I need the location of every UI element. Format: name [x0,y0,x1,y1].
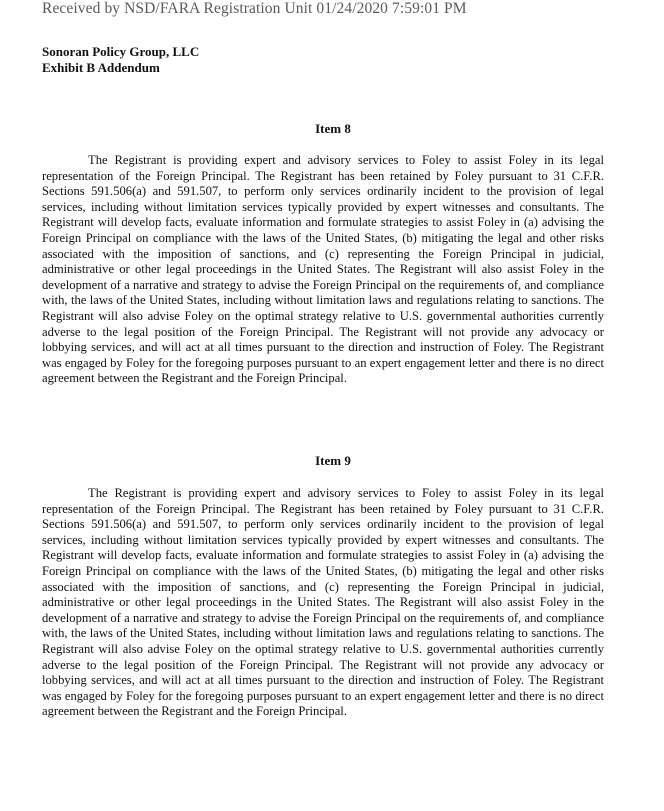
document-header [42,44,199,76]
exhibit-title: Exhibit B Addendum [42,60,160,75]
company-name: Sonoran Policy Group, LLC [42,44,200,59]
item-8-heading-text: Item 8 [315,121,351,136]
item-9-heading-text: Item 9 [315,453,351,468]
item-9-heading [0,453,664,469]
registration-stamp: Received by NSD/FARA Registration Unit 01/24/2020 7:59:01 PM [42,0,467,17]
item-8-paragraph: The Registrant is providing expert and advisory services to Foley to assist Foley in its legal representation of the Foreign Principal. The Registrant has been retained by Foley pursuant to 31 C.F.R. Sections 591.506(a) and 591.507, to perform only services ordinarily incident to the provision of legal services, including without limitation services typically provided by expert witnesses and consultants. The Registrant will develop facts, evaluate information and formulate strategies to assist Foley in (a) advising the Foreign Principal on compliance with the laws of the United States, (b) mitigating the legal and other risks associated with the imposition of sanctions, and (c) representing the Foreign Principal in judicial, administrative or other legal proceedings in the United States. The Registrant will also assist Foley in the development of a narrative and strategy to advise the Foreign Principal on the requirements of, and compliance with, the laws of the United States, including without limitation laws and regulations relating to sanctions. The Registrant will also advise Foley on the optimal strategy relative to U.S. governmental authorities currently adverse to the legal position of the Foreign Principal. The Registrant will not provide any advocacy or lobbying services, and will act at all times pursuant to the direction and instruction of Foley. The Registrant was engaged by Foley for the foregoing purposes pursuant to an expert engagement letter and there is no direct agreement between the Registrant and the Foreign Principal. [42,153,604,386]
item-9-paragraph: The Registrant is providing expert and advisory services to Foley to assist Foley in its legal representation of the Foreign Principal. The Registrant has been retained by Foley pursuant to 31 C.F.R. Sections 591.506(a) and 591.507, to perform only services ordinarily incident to the provision of legal services, including without limitation services typically provided by expert witnesses and consultants. The Registrant will develop facts, evaluate information and formulate strategies to assist Foley in (a) advising the Foreign Principal on compliance with the laws of the United States, (b) mitigating the legal and other risks associated with the imposition of sanctions, and (c) representing the Foreign Principal in judicial, administrative or other legal proceedings in the United States. The Registrant will also assist Foley in the development of a narrative and strategy to advise the Foreign Principal on the requirements of, and compliance with, the laws of the United States, including without limitation laws and regulations relating to sanctions. The Registrant will also advise Foley on the optimal strategy relative to U.S. governmental authorities currently adverse to the legal position of the Foreign Principal. The Registrant will not provide any advocacy or lobbying services, and will act at all times pursuant to the direction and instruction of Foley. The Registrant was engaged by Foley for the foregoing purposes pursuant to an expert engagement letter and there is no direct agreement between the Registrant and the Foreign Principal. [42,486,604,719]
item-8-heading [0,121,664,137]
